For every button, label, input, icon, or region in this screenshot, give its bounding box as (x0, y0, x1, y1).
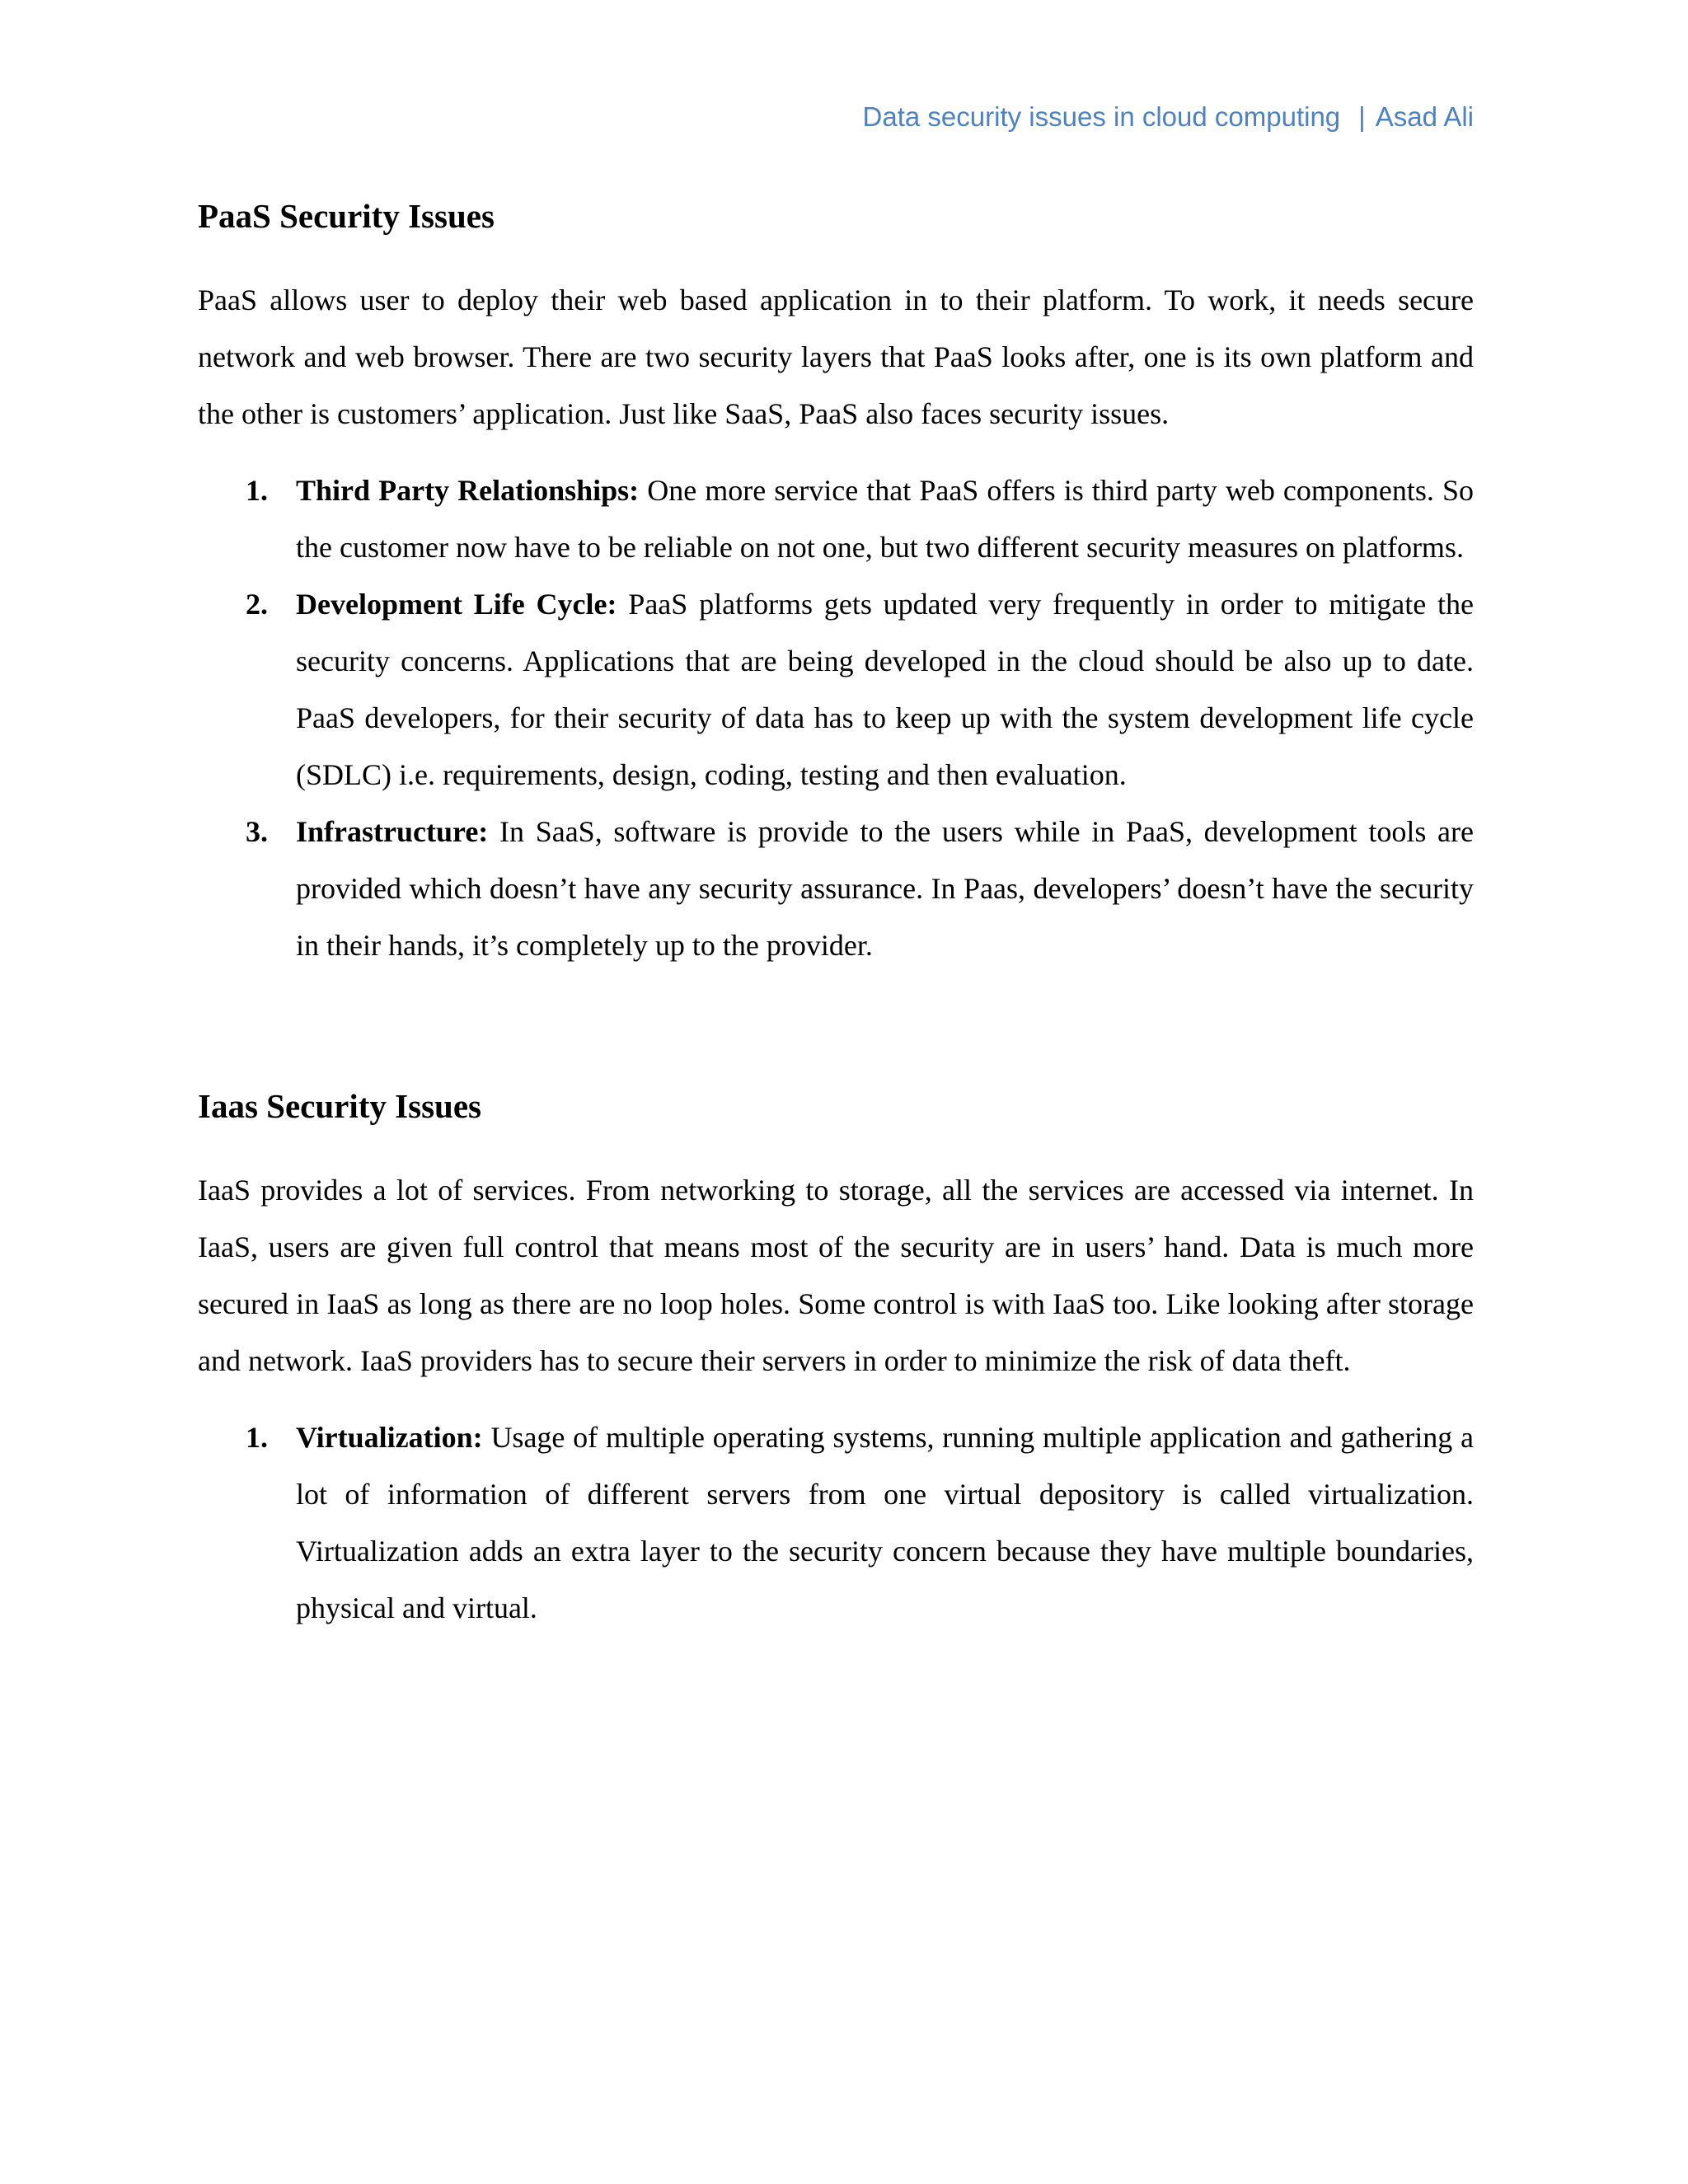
list-item-number: 1. (246, 1421, 268, 1454)
section-spacer (198, 974, 1474, 1081)
section-paragraph: PaaS allows user to deploy their web based application in to their platform. To work, it needs secure network and web browser. There are two security layers that PaaS looks after, one is its own platform and the other is customers’ application. Just like SaaS, PaaS also faces security issues. (198, 284, 1474, 430)
list-item-term: Development Life Cycle: (296, 588, 617, 621)
list-item-text: PaaS platforms gets updated very frequently in order to mitigate the security concerns. Applications that are being developed in the cloud should be also up to date. PaaS developers, for their security of data has to keep up with the system development life cycle (SDLC) i.e. requirements, design, coding, testing and then evaluation. (296, 588, 1475, 791)
list-item-number: 1. (246, 474, 268, 507)
section-iaas (198, 1081, 1474, 1637)
section-heading: Iaas Security Issues (198, 1087, 481, 1125)
list-item-text: Usage of multiple operating systems, running multiple application and gathering a lot of information of different servers from one virtual depository is called virtualization. Virtualization adds an extra layer to the security concern because they have multiple boundaries, physical and virtual. (296, 1421, 1475, 1624)
header-author: Asad Ali (1375, 101, 1474, 132)
list-item-text: In SaaS, software is provide to the users while in PaaS, development tools are provided which doesn’t have any security assurance. In Paas, developers’ doesn’t have the security in their hands, it’s completely up to the provider. (296, 815, 1475, 962)
section-paas (198, 191, 1474, 974)
list-item (198, 1409, 1474, 1637)
running-header (863, 97, 1474, 137)
issue-list (198, 1409, 1474, 1637)
list-item-term: Third Party Relationships: (296, 474, 640, 507)
header-separator: | (1358, 101, 1366, 132)
list-item-number: 3. (246, 815, 268, 848)
header-title: Data security issues in cloud computing (862, 101, 1341, 132)
issue-list (198, 462, 1474, 974)
section-paragraph: IaaS provides a lot of services. From networking to storage, all the services are accessed via internet. In IaaS, users are given full control that means most of the security are in users’ hand. Data is much more secured in IaaS as long as there are no loop holes. Some control is with IaaS too. Like looking after storage and network. IaaS providers has to secure their servers in order to minimize the risk of data theft. (198, 1174, 1474, 1377)
list-item-text: One more service that PaaS offers is third party web components. So the customer now have to be reliable on not one, but two different security measures on platforms. (296, 474, 1474, 564)
list-item (198, 804, 1474, 974)
section-heading: PaaS Security Issues (198, 197, 495, 235)
list-item-term: Infrastructure: (296, 815, 489, 848)
list-item-term: Virtualization: (296, 1421, 483, 1454)
document-body (198, 191, 1474, 1637)
list-item (198, 576, 1474, 804)
list-item-number: 2. (246, 588, 268, 621)
list-item (198, 462, 1474, 576)
